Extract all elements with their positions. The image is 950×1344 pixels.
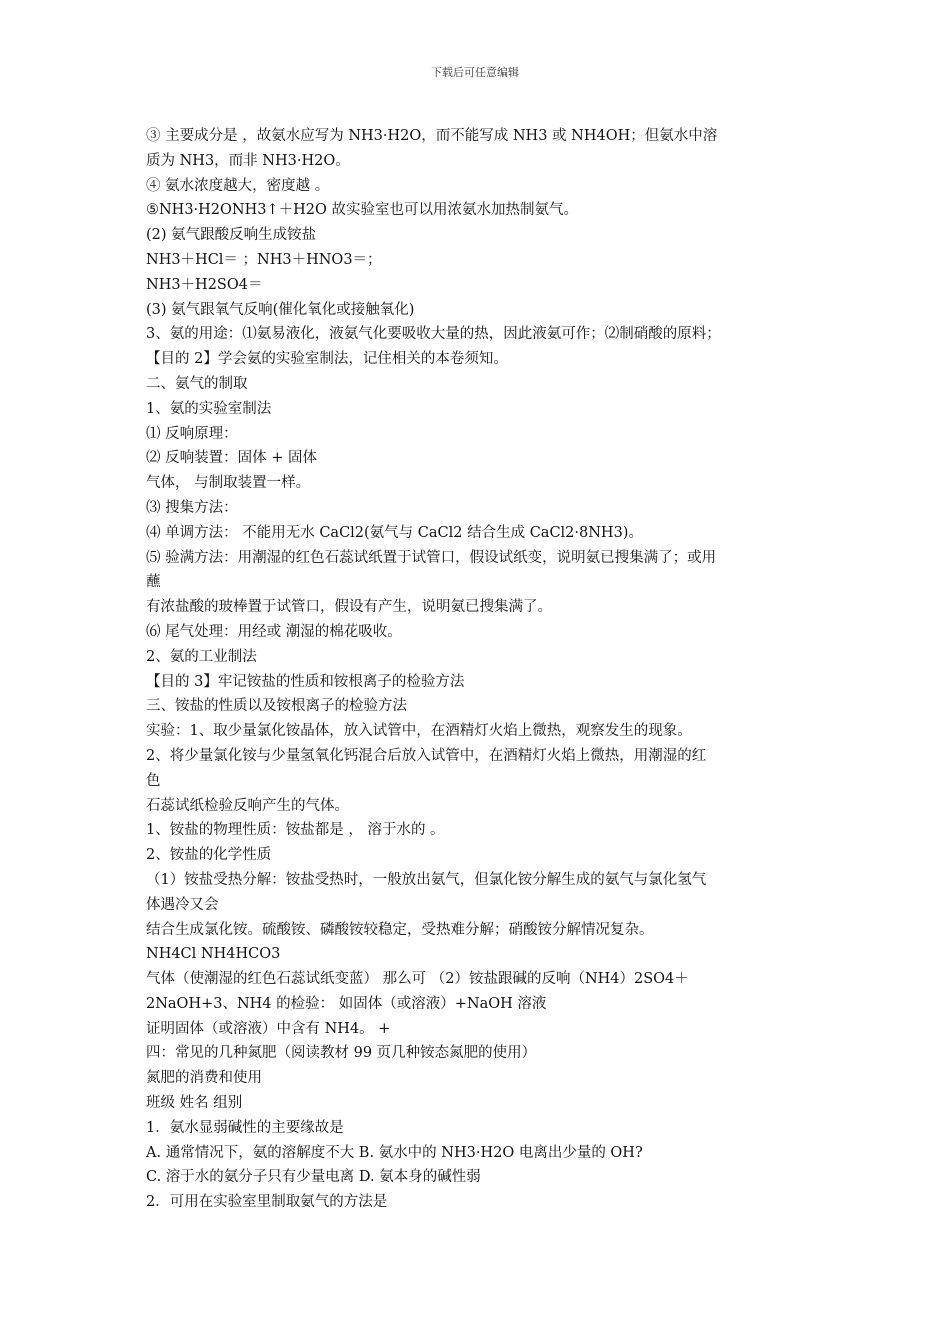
text-line: ⑤NH3·H2ONH3↑＋H2O 故实验室也可以用浓氨水加热制氨气。 bbox=[146, 202, 578, 219]
page-header: 下载后可任意编辑 bbox=[431, 66, 519, 79]
text-line: 【目的 3】牢记铵盐的性质和铵根离子的检验方法 bbox=[146, 673, 465, 690]
text-line: 质为 NH3，而非 NH3·H2O。 bbox=[146, 152, 350, 169]
text-line: 1、铵盐的物理性质：铵盐都是 ， 溶于水的 。 bbox=[146, 822, 445, 839]
text-line: A. 通常情况下，氨的溶解度不大 B. 氨水中的 NH3·H2O 电离出少量的 OH? bbox=[146, 1144, 643, 1161]
text-line: 2．可用在实验室里制取氨气的方法是 bbox=[146, 1194, 388, 1211]
text-line: 2、将少量氯化铵与少量氢氧化钙混合后放入试管中，在酒精灯火焰上微热，用潮湿的红 bbox=[146, 747, 707, 764]
text-line: NH3＋H2SO4＝ bbox=[146, 276, 263, 293]
text-line: 色 bbox=[146, 772, 161, 789]
text-line: 1、氨的实验室制法 bbox=[146, 400, 272, 417]
text-line: （1）铵盐受热分解：铵盐受热时，一般放出氨气，但氯化铵分解生成的氨气与氯化氢气 bbox=[146, 871, 707, 888]
text-line: 蘸 bbox=[146, 574, 161, 591]
text-line: ⑴ 反响原理： bbox=[146, 425, 238, 442]
text-line: 2、氨的工业制法 bbox=[146, 648, 257, 665]
text-line: ⑹ 尾气处理：用经或 潮湿的棉花吸收。 bbox=[146, 623, 402, 640]
text-line: C. 溶于水的氨分子只有少量电离 D. 氨本身的碱性弱 bbox=[146, 1169, 481, 1186]
text-line: 四：常见的几种氮肥（阅读教材 99 页几种铵态氮肥的使用） bbox=[146, 1045, 537, 1062]
text-line: ⑶ 搜集方法： bbox=[146, 499, 238, 516]
text-line: 结合生成氯化铵。硫酸铵、磷酸铵较稳定，受热难分解；硝酸铵分解情况复杂。 bbox=[146, 921, 654, 938]
text-line: 2NaOH+3、NH4 的检验： 如固体（或溶液）+NaOH 溶液 bbox=[146, 995, 547, 1012]
text-line: 有浓盐酸的玻棒置于试管口，假设有产生，说明氨已搜集满了。 bbox=[146, 599, 552, 616]
text-line: 气体（使潮湿的红色石蕊试纸变蓝） 那么可 （2）铵盐跟碱的反响（NH4）2SO4＋ bbox=[146, 971, 689, 988]
text-line: NH4Cl NH4HCO3 bbox=[146, 946, 281, 963]
text-line: ③ 主要成分是 ，故氨水应写为 NH3·H2O，而不能写成 NH3 或 NH4OH；但氨水中溶 bbox=[146, 128, 718, 144]
text-line: (3) 氨气跟氧气反响(催化氧化或接触氧化) bbox=[146, 301, 415, 318]
text-line: (2) 氨气跟酸反响生成铵盐 bbox=[146, 227, 317, 244]
text-line: 实验：1、取少量氯化铵晶体，放入试管中，在酒精灯火焰上微热，观察发生的现象。 bbox=[146, 723, 692, 740]
text-line: 三、铵盐的性质以及铵根离子的检验方法 bbox=[146, 698, 407, 715]
text-line: 石蕊试纸检验反响产生的气体。 bbox=[146, 797, 349, 814]
text-line: 【目的 2】学会氨的实验室制法，记住相关的本卷须知。 bbox=[146, 351, 508, 368]
text-line: 1．氨水显弱碱性的主要缘故是 bbox=[146, 1119, 344, 1136]
text-line: 3、氨的用途：⑴氨易液化，液氨气化要吸收大量的热，因此液氨可作；⑵制硝酸的原料； bbox=[146, 326, 721, 343]
text-line: 体遇冷又会 bbox=[146, 896, 219, 913]
text-line: ⑷ 单调方法： 不能用无水 CaCl2(氨气与 CaCl2 结合生成 CaCl2·8NH3)。 bbox=[146, 524, 643, 541]
text-line: 二、氨气的制取 bbox=[146, 375, 248, 392]
text-line: ④ 氨水浓度越大，密度越 。 bbox=[146, 177, 330, 194]
text-line: ⑵ 反响装置：固体 + 固体 bbox=[146, 450, 317, 467]
text-line: 氮肥的消费和使用 bbox=[146, 1070, 262, 1087]
text-line: NH3＋HCl＝ ；NH3＋HNO3＝； bbox=[146, 251, 382, 268]
document-body bbox=[146, 124, 810, 1215]
text-line: 气体， 与制取装置一样。 bbox=[146, 475, 311, 492]
text-line: 班级 姓名 组别 bbox=[146, 1095, 243, 1112]
text-line: ⑸ 验满方法：用潮湿的红色石蕊试纸置于试管口，假设试纸变，说明氨已搜集满了；或用 bbox=[146, 549, 717, 566]
text-line: 2、铵盐的化学性质 bbox=[146, 847, 272, 864]
text-line: 证明固体（或溶液）中含有 NH4。 + bbox=[146, 1020, 391, 1037]
